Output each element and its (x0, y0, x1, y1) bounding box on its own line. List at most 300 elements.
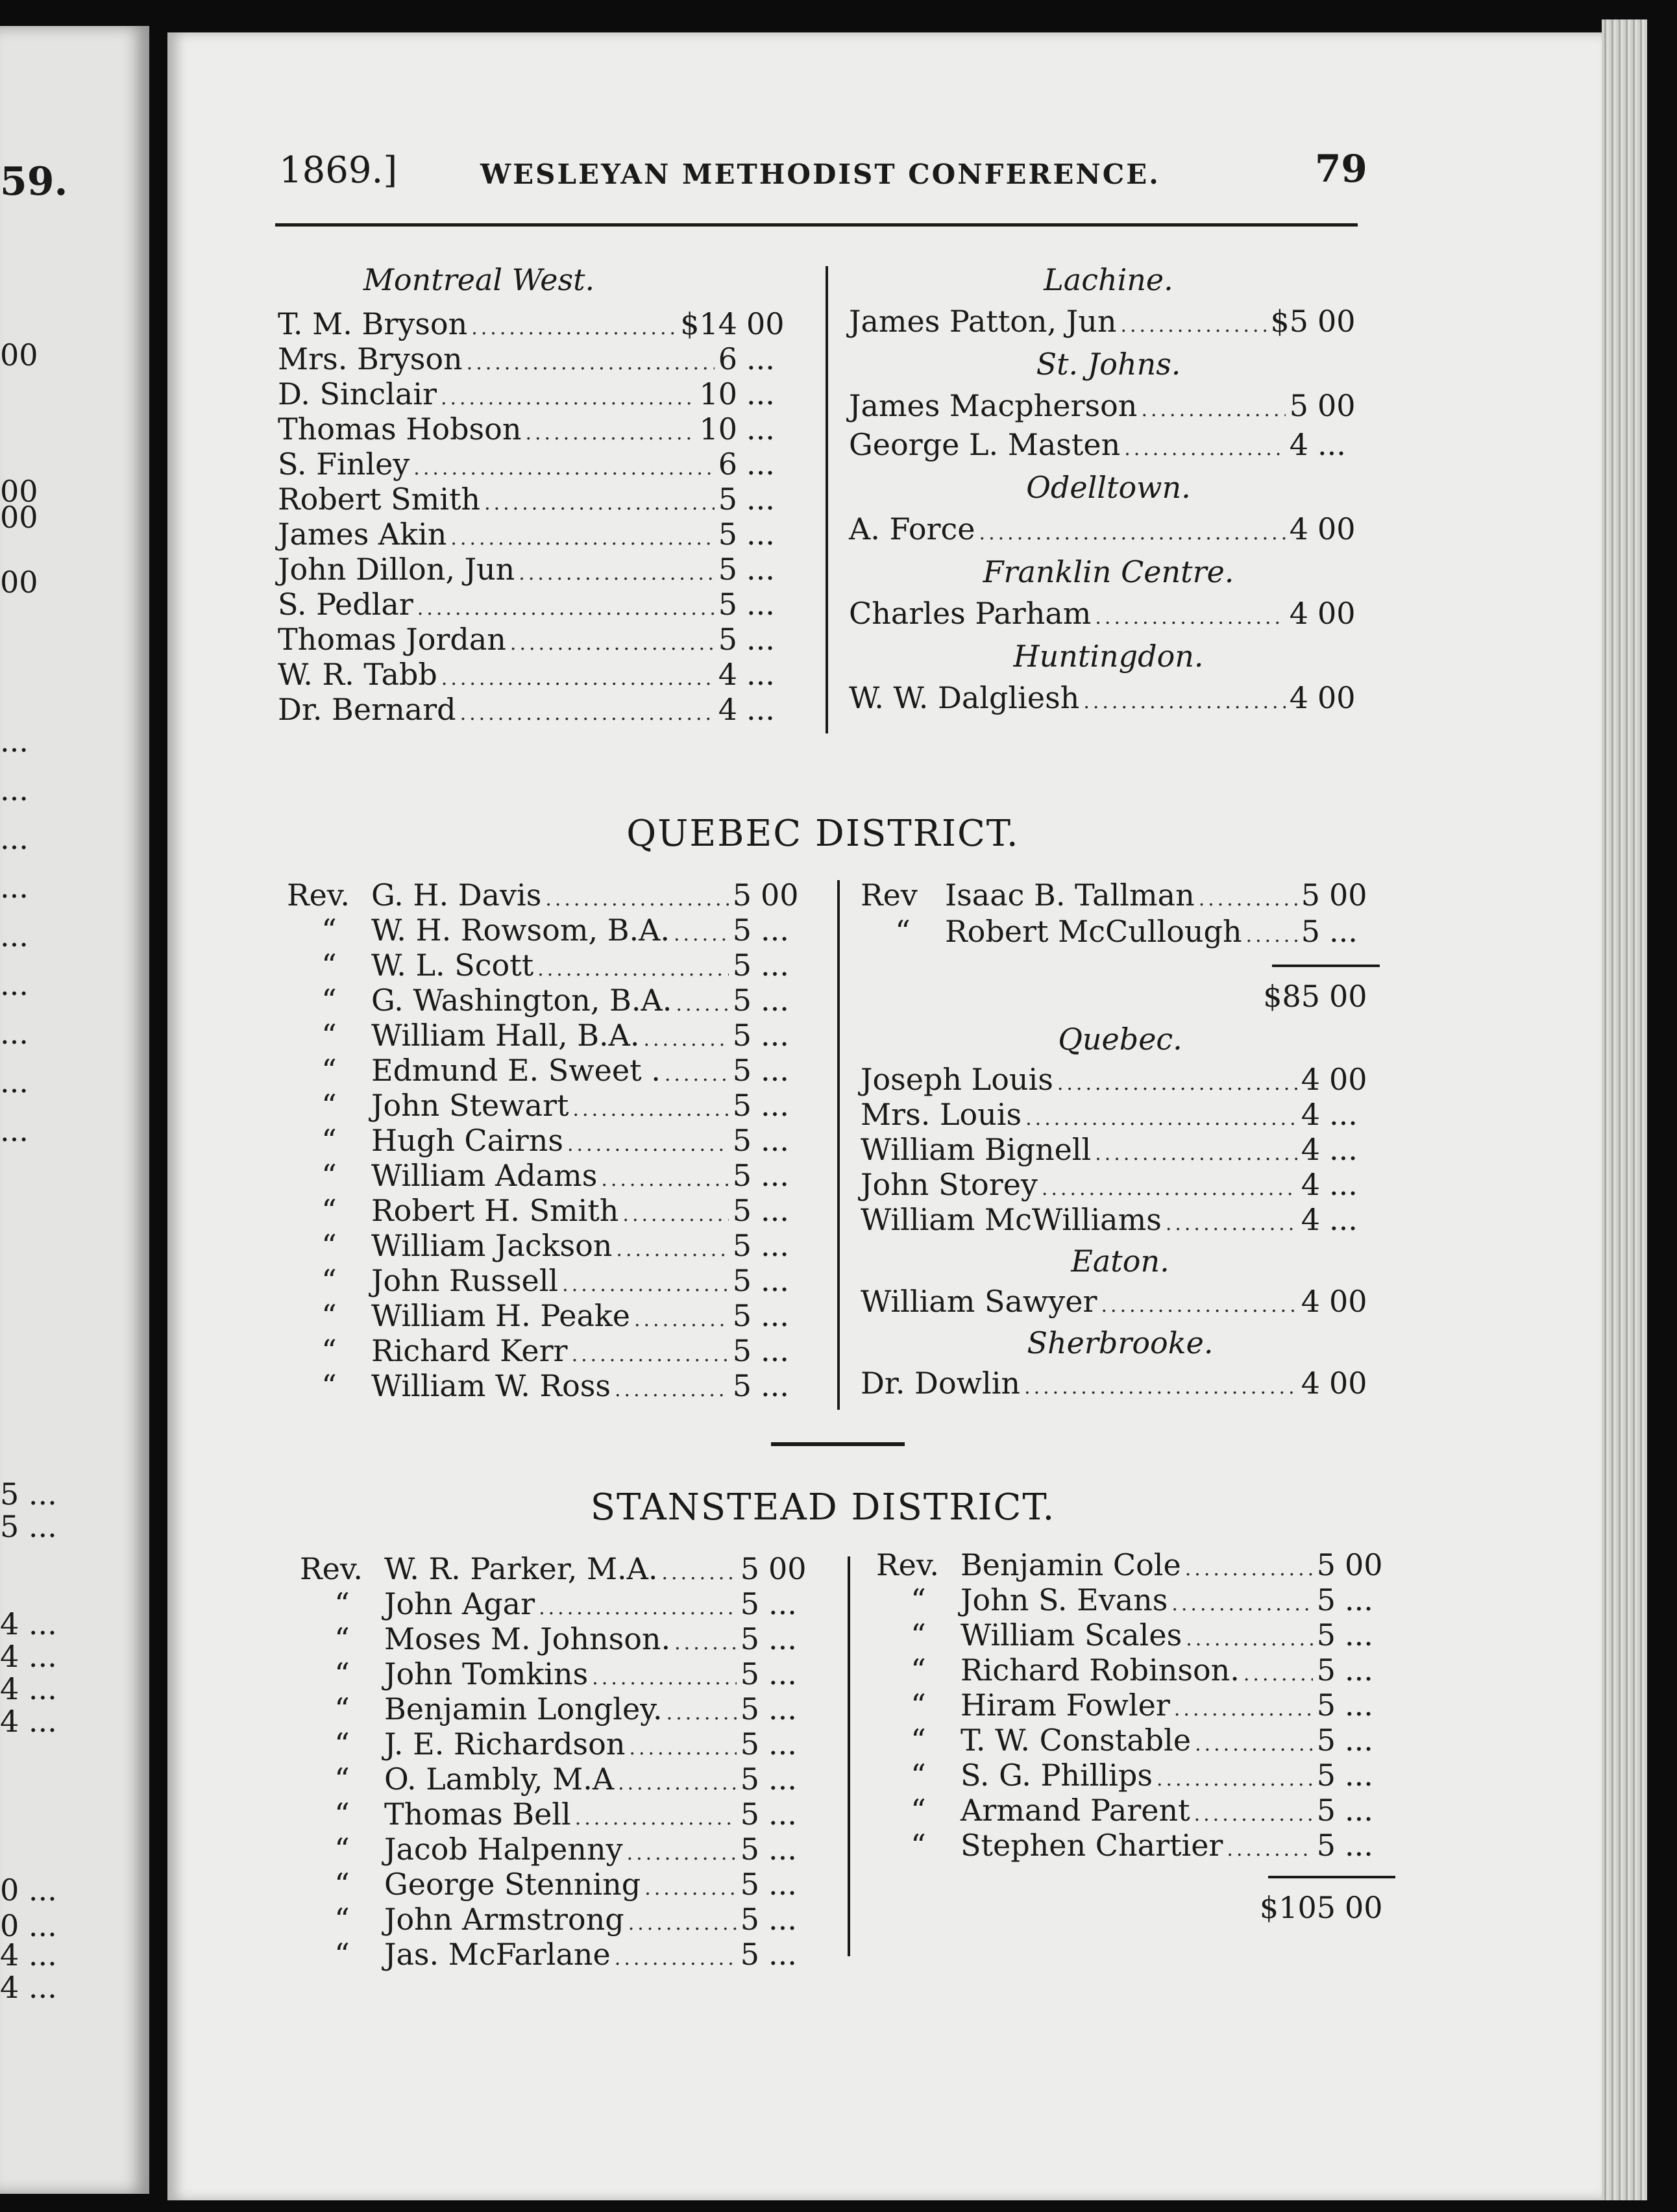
donor-entry (861, 914, 1380, 948)
ditto-mark: “ (911, 1828, 926, 1863)
donor-amount: 4 (1301, 1097, 1320, 1132)
left-page-figure: 0 ... (0, 1873, 57, 1908)
leader-dots (644, 1877, 737, 1900)
donor-cents: ... (768, 1902, 797, 1937)
header-year: 1869.] (279, 149, 398, 191)
donor-name-text: John Russell (371, 1263, 559, 1298)
donor-name (861, 914, 1242, 949)
donor-amount: 10 (699, 412, 737, 447)
donor-name (287, 1018, 639, 1053)
leader-dots (1171, 1593, 1312, 1616)
place-heading: Sherbrooke. (1027, 1325, 1214, 1360)
donor-entry (849, 304, 1368, 338)
left-page-header: 59. (0, 159, 68, 204)
leader-dots (1124, 437, 1286, 460)
leader-dots (1157, 1768, 1313, 1791)
donor-name-text: O. Lambly, M.A (384, 1762, 615, 1797)
donor-name (287, 1333, 568, 1368)
donor-entry (278, 376, 797, 410)
donor-cents: ... (746, 412, 775, 447)
leader-dots (616, 1238, 728, 1261)
rev-prefix: Rev (861, 878, 918, 913)
donor-cents: ... (761, 1123, 789, 1158)
donor-entry (300, 1902, 819, 1936)
column-divider (848, 1556, 850, 1956)
place-heading: Franklin Centre. (983, 554, 1234, 589)
donor-cents: ... (768, 1832, 797, 1867)
donor-cents: 00 (1317, 511, 1356, 547)
donor-name-text: James Patton, Jun (849, 304, 1117, 339)
donor-name-text: W. L. Scott (371, 948, 534, 983)
leader-dots (1194, 1803, 1313, 1826)
donor-amount: 5 (740, 1551, 759, 1586)
leader-dots (539, 1597, 737, 1619)
donor-amount: 5 (732, 1298, 752, 1333)
donor-cents: ... (768, 1867, 797, 1902)
donor-entry (876, 1758, 1395, 1791)
column-divider (826, 266, 828, 733)
donor-name-text: Benjamin Cole (961, 1547, 1181, 1582)
donor-amount: 4 (1301, 1062, 1320, 1097)
donor-amount: 5 (1301, 914, 1320, 949)
donor-name (278, 412, 521, 447)
donor-name (876, 1653, 1240, 1688)
leader-dots (484, 492, 715, 515)
donor-name (300, 1691, 663, 1727)
leader-dots (592, 1667, 736, 1690)
donor-name-text: John S. Evans (961, 1582, 1168, 1617)
donor-amount: 5 (740, 1727, 759, 1762)
donor-name-text: Robert Smith (278, 482, 481, 517)
donor-amount: 5 (1316, 1723, 1336, 1758)
total-rule (1272, 965, 1380, 967)
donor-entry (287, 1228, 811, 1262)
donor-cents: ... (1345, 1758, 1373, 1793)
donor-name (278, 517, 447, 552)
donor-cents: ... (746, 622, 775, 657)
donor-name-text: Moses M. Johnson. (384, 1621, 671, 1656)
donor-name-text: W. R. Parker, M.A. (384, 1551, 658, 1586)
donor-amount: 5 (732, 983, 752, 1018)
donor-amount: 10 (699, 376, 737, 412)
donor-name-text: James Macpherson (849, 388, 1138, 423)
leader-dots (450, 527, 714, 550)
donor-amount: 5 (1301, 878, 1320, 913)
donor-cents: ... (761, 948, 789, 983)
donor-name-text: W. W. Dalgliesh (849, 680, 1080, 715)
donor-amount: 5 (740, 1691, 759, 1727)
donor-cents: ... (1345, 1828, 1373, 1863)
left-page-figure: ... (0, 772, 29, 807)
ditto-mark: “ (334, 1867, 350, 1902)
donor-entry (876, 1547, 1395, 1581)
donor-name-text: Richard Kerr (371, 1333, 568, 1368)
donor-cents: ... (746, 552, 775, 587)
leader-dots (662, 1562, 737, 1584)
left-page-figure: 4 ... (0, 1970, 57, 2005)
leader-dots (562, 1273, 729, 1296)
donor-cents: ... (761, 1193, 789, 1228)
donor-name (861, 1167, 1038, 1202)
donor-cents: 00 (768, 1551, 807, 1586)
donor-name-text: T. W. Constable (961, 1723, 1192, 1758)
donor-entry (278, 447, 797, 480)
leader-dots (537, 958, 729, 981)
donor-name (278, 447, 410, 482)
donor-cents: 00 (1317, 304, 1356, 339)
donor-name-text: S. Finley (278, 447, 410, 482)
donor-cents: ... (1329, 1167, 1358, 1202)
leader-dots (601, 1168, 728, 1191)
left-page-figure: ... (0, 821, 29, 856)
donor-name-text: John Tomkins (384, 1656, 589, 1691)
donor-cents: ... (1329, 1097, 1358, 1132)
donor-cents: 00 (746, 306, 785, 341)
donor-name (300, 1551, 658, 1586)
donor-name (300, 1727, 625, 1762)
donor-name (300, 1656, 588, 1691)
donor-name (300, 1586, 535, 1621)
leader-dots (417, 597, 715, 620)
leader-dots (525, 422, 695, 445)
donor-name-text: Edmund E. Sweet . (371, 1053, 661, 1088)
donor-amount: 5 (1289, 388, 1308, 423)
leader-dots (676, 993, 728, 1016)
ditto-mark: “ (334, 1902, 350, 1937)
place-heading: St. Johns. (1036, 347, 1181, 382)
leader-dots (979, 522, 1286, 545)
donor-name (287, 1263, 558, 1298)
district-divider (771, 1442, 905, 1446)
ditto-mark: “ (321, 1228, 337, 1263)
leader-dots (1083, 691, 1285, 713)
donor-cents: ... (746, 341, 775, 376)
donor-entry (300, 1762, 819, 1795)
place-heading: Lachine. (1044, 262, 1173, 297)
donor-entry (861, 1366, 1380, 1399)
donor-name-text: William Jackson (371, 1228, 613, 1263)
donor-cents: ... (761, 1333, 789, 1368)
donor-name-text: Mrs. Louis (861, 1097, 1022, 1132)
donor-name-text: Thomas Bell (384, 1797, 571, 1832)
donor-name-text: T. M. Bryson (278, 306, 468, 341)
column-divider (837, 880, 840, 1410)
leader-dots (618, 1772, 737, 1795)
leader-dots (1174, 1698, 1313, 1721)
donor-name-text: Benjamin Longley. (384, 1691, 663, 1727)
donor-name (278, 376, 437, 412)
donor-amount: 5 (740, 1656, 759, 1691)
donor-name (300, 1832, 623, 1867)
left-page-figure: ... (0, 724, 29, 759)
left-page-figure: ... (0, 1016, 29, 1051)
left-page-figure: 00 (0, 565, 38, 600)
donor-name-text: W. R. Tabb (278, 657, 437, 692)
ditto-mark: “ (321, 1368, 337, 1403)
leader-dots (471, 317, 676, 339)
place-heading: Montreal West. (363, 262, 595, 297)
donor-name (278, 341, 463, 376)
donor-cents: ... (1345, 1688, 1373, 1723)
donor-name (278, 692, 456, 727)
donor-name (300, 1867, 641, 1902)
donor-entry (300, 1551, 819, 1585)
donor-cents: 00 (1329, 1366, 1367, 1401)
donor-entry (278, 306, 797, 340)
donor-name-text: William Bignell (861, 1132, 1092, 1167)
donor-entry (849, 388, 1368, 422)
header-title: WESLEYAN METHODIST CONFERENCE. (480, 158, 1160, 190)
leader-dots (628, 1912, 737, 1935)
ditto-mark: “ (321, 1018, 337, 1053)
leader-dots (674, 923, 729, 946)
donor-name (300, 1621, 670, 1656)
total-amount: $85 (1263, 979, 1320, 1014)
donor-name (876, 1828, 1223, 1863)
donor-name (300, 1902, 624, 1937)
donor-amount: 4 (1301, 1366, 1320, 1401)
page-number: 79 (1315, 147, 1367, 191)
left-page-figure: 4 ... (0, 1704, 57, 1739)
ditto-mark: “ (321, 1298, 337, 1333)
donor-name-text: Robert H. Smith (371, 1193, 619, 1228)
leader-dots (1185, 1558, 1313, 1580)
donor-amount: 5 (740, 1586, 759, 1621)
donor-amount: 5 (1316, 1758, 1336, 1793)
donor-name-text: G. Washington, B.A. (371, 983, 672, 1018)
leader-dots (1199, 888, 1297, 911)
donor-name-text: S. Pedlar (278, 587, 413, 622)
donor-name (849, 511, 975, 547)
donor-name-text: George L. Masten (849, 427, 1121, 462)
district-heading: STANSTEAD DISTRICT. (590, 1486, 1056, 1529)
donor-entry (861, 878, 1380, 911)
leader-dots (622, 1203, 728, 1226)
donor-name-text: John Armstrong (384, 1902, 624, 1937)
donor-amount: 4 (718, 692, 737, 727)
donor-cents: ... (761, 1228, 789, 1263)
place-heading: Quebec. (1058, 1022, 1182, 1057)
ditto-mark: “ (321, 1263, 337, 1298)
ditto-mark: “ (334, 1762, 350, 1797)
donor-name-text: William W. Ross (371, 1368, 611, 1403)
donor-name (278, 306, 467, 341)
leader-dots (1227, 1838, 1312, 1861)
leader-dots (1195, 1733, 1313, 1756)
donor-cents: ... (1345, 1793, 1373, 1828)
donor-entry (876, 1582, 1395, 1616)
ditto-mark: “ (334, 1832, 350, 1867)
leader-dots (441, 667, 715, 690)
donor-name-text: Jas. McFarlane (384, 1937, 611, 1972)
donor-name (876, 1547, 1181, 1582)
donor-cents: ... (761, 1053, 789, 1088)
donor-entry (300, 1727, 819, 1760)
donor-cents: ... (768, 1727, 797, 1762)
donor-entry (278, 412, 797, 445)
donor-cents: ... (746, 482, 775, 517)
header-rule (275, 223, 1358, 227)
donor-cents: ... (768, 1621, 797, 1656)
leader-dots (575, 1807, 737, 1830)
donor-name (278, 552, 515, 587)
donor-cents: ... (1345, 1653, 1373, 1688)
donor-entry (876, 1793, 1395, 1826)
ditto-mark: “ (911, 1653, 926, 1688)
total-cents: 00 (1329, 979, 1367, 1014)
leader-dots (460, 702, 715, 725)
donor-cents: ... (746, 587, 775, 622)
donor-entry (278, 517, 797, 550)
donor-name (287, 1088, 569, 1123)
donor-amount: 4 (1301, 1284, 1320, 1319)
donor-amount: $14 (680, 306, 737, 341)
donor-name-text: Richard Robinson. (961, 1653, 1240, 1688)
donor-name (287, 1158, 597, 1193)
donor-name-text: William H. Peake (371, 1298, 630, 1333)
ditto-mark: “ (321, 1053, 337, 1088)
ditto-mark: “ (334, 1656, 350, 1691)
leader-dots (1166, 1212, 1297, 1235)
ditto-mark: “ (321, 948, 337, 983)
donor-name (287, 913, 670, 948)
donor-amount: 4 (1289, 680, 1308, 715)
donor-name (300, 1937, 611, 1972)
donor-amount: 5 (740, 1867, 759, 1902)
ditto-mark: “ (321, 983, 337, 1018)
ditto-mark: “ (895, 914, 911, 949)
donor-amount: 5 (732, 1123, 752, 1158)
donor-cents: ... (746, 376, 775, 412)
donor-name (300, 1762, 614, 1797)
donor-entry (278, 657, 797, 691)
donor-amount: 5 (740, 1797, 759, 1832)
donor-cents: 00 (1317, 680, 1356, 715)
donor-name (278, 482, 480, 517)
donor-cents: ... (768, 1691, 797, 1727)
donor-cents: ... (746, 517, 775, 552)
rev-prefix: Rev. (876, 1547, 940, 1582)
donor-name-text: D. Sinclair (278, 376, 437, 412)
donor-entry (300, 1797, 819, 1830)
donor-name (876, 1582, 1168, 1617)
ditto-mark: “ (911, 1758, 926, 1793)
donor-name-text: Robert McCullough (945, 914, 1242, 949)
donor-name-text: John Stewart (371, 1088, 569, 1123)
donor-entry (849, 511, 1368, 545)
leader-dots (1101, 1294, 1297, 1317)
donor-entry (849, 680, 1368, 714)
left-page-figure: 5 ... (0, 1477, 57, 1512)
donor-name (861, 1202, 1162, 1237)
leader-dots (1095, 606, 1285, 629)
donor-cents: 00 (761, 878, 799, 913)
donor-amount: 5 (732, 1193, 752, 1228)
left-page-figure: 5 ... (0, 1509, 57, 1544)
donor-name-text: John Storey (861, 1167, 1038, 1202)
donor-name-text: Thomas Hobson (278, 412, 522, 447)
total-cents: 00 (1345, 1890, 1383, 1925)
donor-amount: 4 (1301, 1167, 1320, 1202)
donor-name (849, 596, 1091, 631)
donor-name (849, 680, 1079, 715)
donor-name (861, 1132, 1091, 1167)
ditto-mark: “ (334, 1691, 350, 1727)
donor-cents: ... (746, 447, 775, 482)
donor-amount: 5 (1316, 1653, 1336, 1688)
page-edge (1602, 19, 1647, 2200)
donor-entry (287, 1263, 811, 1297)
donor-name-text: Dr. Dowlin (861, 1366, 1021, 1401)
donor-name-text: William Scales (961, 1617, 1182, 1653)
donor-name (861, 1062, 1053, 1097)
donor-amount: 5 (732, 878, 752, 913)
donor-name-text: Dr. Bernard (278, 692, 456, 727)
donor-name (876, 1617, 1182, 1653)
donor-cents: ... (768, 1656, 797, 1691)
donor-entry (287, 1018, 811, 1051)
donor-amount: 5 (718, 587, 737, 622)
donor-amount: 5 (740, 1937, 759, 1972)
leader-dots (1246, 924, 1297, 947)
donor-name (287, 1193, 618, 1228)
donor-cents: ... (1329, 1132, 1358, 1167)
donor-amount: 4 (1301, 1132, 1320, 1167)
donor-name-text: Thomas Jordan (278, 622, 506, 657)
donor-amount: 5 (732, 1088, 752, 1123)
donor-entry (861, 1132, 1380, 1166)
donor-entry (287, 878, 811, 911)
place-heading: Eaton. (1071, 1244, 1169, 1279)
donor-amount: 4 (1301, 1202, 1320, 1237)
donor-cents: ... (761, 1298, 789, 1333)
donor-entry (287, 1193, 811, 1227)
donor-entry (849, 596, 1368, 630)
leader-dots (441, 387, 696, 410)
donor-entry (287, 1368, 811, 1402)
place-heading: Odelltown. (1026, 470, 1191, 505)
donor-amount: 4 (1289, 511, 1308, 547)
rev-prefix: Rev. (300, 1551, 363, 1586)
leader-dots (643, 1028, 728, 1051)
rev-prefix: Rev. (287, 878, 350, 913)
donor-name-text: Hugh Cairns (371, 1123, 563, 1158)
ditto-mark: “ (911, 1582, 926, 1617)
donor-cents: ... (768, 1937, 797, 1972)
donor-cents: ... (1345, 1582, 1373, 1617)
donor-amount: 5 (732, 1263, 752, 1298)
donor-name (278, 622, 506, 657)
donor-cents: ... (761, 1263, 789, 1298)
donor-amount: 5 (732, 1018, 752, 1053)
donor-entry (300, 1832, 819, 1865)
donor-entry (876, 1723, 1395, 1756)
leader-dots (674, 1632, 737, 1654)
donor-name (287, 1228, 612, 1263)
donor-name-text: G. H. Davis (371, 878, 542, 913)
donor-name (278, 657, 437, 692)
leader-dots (1025, 1107, 1297, 1130)
donor-cents: ... (761, 983, 789, 1018)
leader-dots (1024, 1376, 1297, 1399)
donor-entry (287, 1053, 811, 1087)
left-page-figure: 4 ... (0, 1606, 57, 1641)
donor-name-text: John Dillon, Jun (278, 552, 515, 587)
donor-cents: ... (768, 1797, 797, 1832)
ditto-mark: “ (334, 1797, 350, 1832)
leader-dots (667, 1702, 737, 1725)
donor-name (287, 983, 672, 1018)
